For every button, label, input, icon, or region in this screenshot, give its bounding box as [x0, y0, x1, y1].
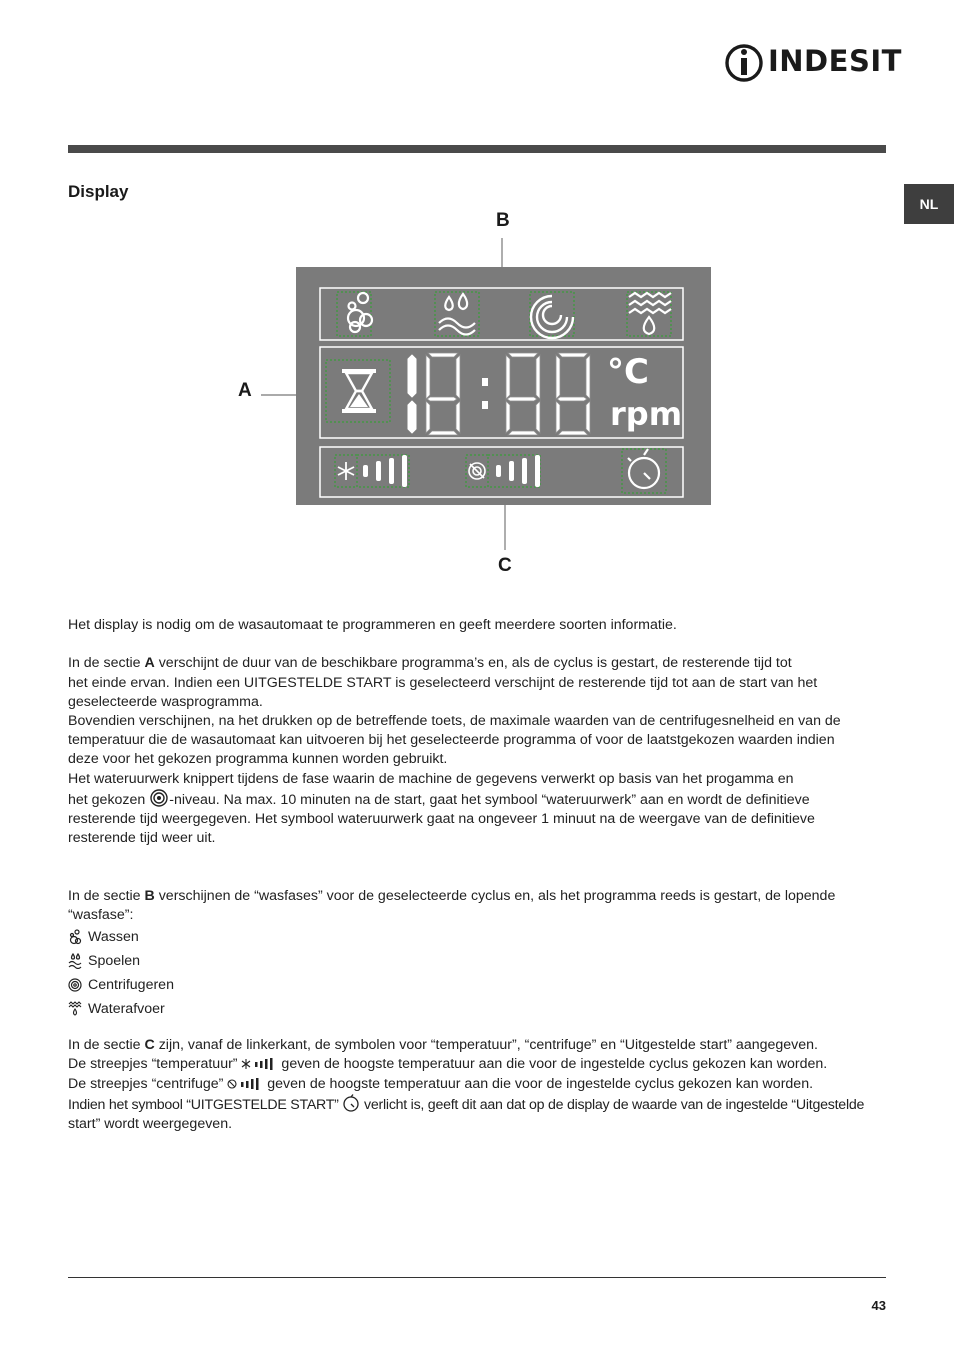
wash-icon	[68, 929, 82, 945]
spin-bars-icon	[227, 1077, 263, 1091]
section-c-line-5: start” wordt weergegeven.	[68, 1116, 233, 1133]
section-c-line-1: In de sectie C zijn, vanaf de linkerkant, de symbolen voor “temperatuur”, “centrifuge” en “Uitgestelde start” aangegeven.	[68, 1037, 818, 1054]
phase-item-spoelen: Spoelen	[68, 949, 888, 973]
delay-start-icon	[342, 1094, 360, 1112]
indesit-logo	[724, 40, 902, 86]
section-a-line-1: In de sectie A verschijnt de duur van de beschikbare programma’s en, als de cyclus is gestart, de resterende tijd tot	[68, 655, 792, 672]
page-number: 43	[871, 1298, 886, 1313]
section-title: Display	[68, 182, 129, 201]
phase-item-waterafvoer: Waterafvoer	[68, 997, 888, 1021]
section-a-line-3: geselecteerde wasprogramma.	[68, 693, 263, 710]
brand-mark-icon	[724, 40, 764, 86]
section-a-line-9: resterende tijd weergegeven. Het symbool wateruurwerk gaat na ongeveer 1 minuut na de weergave van de definitieve	[68, 811, 815, 828]
section-a-line-10: resterende tijd weer uit.	[68, 830, 216, 847]
section-b-line-1: In de sectie B verschijnen de “wasfases” voor de geselecteerde cyclus en, als het programma reeds is gestart, de lopende	[68, 887, 836, 904]
callout-a: A	[238, 380, 252, 401]
section-c-line-4: Indien het symbool “UITGESTELDE START” verlicht is, geeft dit aan dat op de display de waarde van de ingestelde “Uitgestelde	[68, 1094, 888, 1115]
language-tab: NL	[904, 184, 954, 224]
phase-item-wassen: Wassen	[68, 925, 888, 949]
section-a-line-2: het einde ervan. Indien een UITGESTELDE START is geselecteerd verschijnt de resterende tijd tot aan de start van het	[68, 674, 818, 691]
section-a-line-7: Het wateruurwerk knippert tijdens de fase waarin de machine de gegevens verwerkt op basis van het progamma en	[68, 770, 794, 787]
spin-icon	[68, 977, 82, 993]
section-b-line-2: “wasfase”:	[68, 907, 134, 924]
body-text	[68, 616, 888, 1134]
drain-icon	[68, 1001, 82, 1017]
section-c-line-3: De streepjes “centrifuge” geven de hoogste temperatuur aan die voor de ingestelde cyclus gekozen kan worden.	[68, 1075, 814, 1092]
display-panel-svg	[230, 205, 730, 585]
intro-paragraph: Het display is nodig om de wasautomaat te programmeren en geeft meerdere soorten informatie.	[68, 617, 677, 633]
display-diagram	[230, 205, 730, 585]
brand-name: INDESIT	[768, 44, 902, 78]
section-a-line-4: Bovendien verschijnen, na het drukken op de betreffende toets, de maximale waarden van de centrifugesnelheid en van de	[68, 713, 841, 729]
phase-item-centrifugeren: Centrifugeren	[68, 973, 888, 997]
unit-rpm: rpm	[610, 395, 683, 433]
section-a-line-5: temperatuur die de wasautomaat kan uitvoeren bij het geselecteerde programma of voor de laatstgekozen waarden indien	[68, 732, 835, 749]
footer-rule	[68, 1277, 886, 1278]
callout-c: C	[498, 555, 512, 576]
header-rule	[68, 145, 886, 153]
callout-b: B	[496, 210, 510, 231]
time-digits	[408, 355, 416, 433]
section-a-line-6: deze voor het gekozen programma kunnen worden gebruikt.	[68, 751, 448, 768]
soil-level-icon	[149, 789, 169, 807]
temperature-bars-icon	[241, 1057, 277, 1071]
section-a-line-8: het gekozen -niveau. Na max. 10 minuten na de start, gaat het symbool “wateruurwerk” aan en wordt de definitieve	[68, 789, 888, 810]
section-c-line-2: De streepjes “temperatuur” geven de hoogste temperatuur aan die voor de ingestelde cyclus gekozen kan worden.	[68, 1056, 828, 1073]
unit-celsius: °C	[607, 352, 649, 392]
rinse-icon	[68, 953, 82, 969]
